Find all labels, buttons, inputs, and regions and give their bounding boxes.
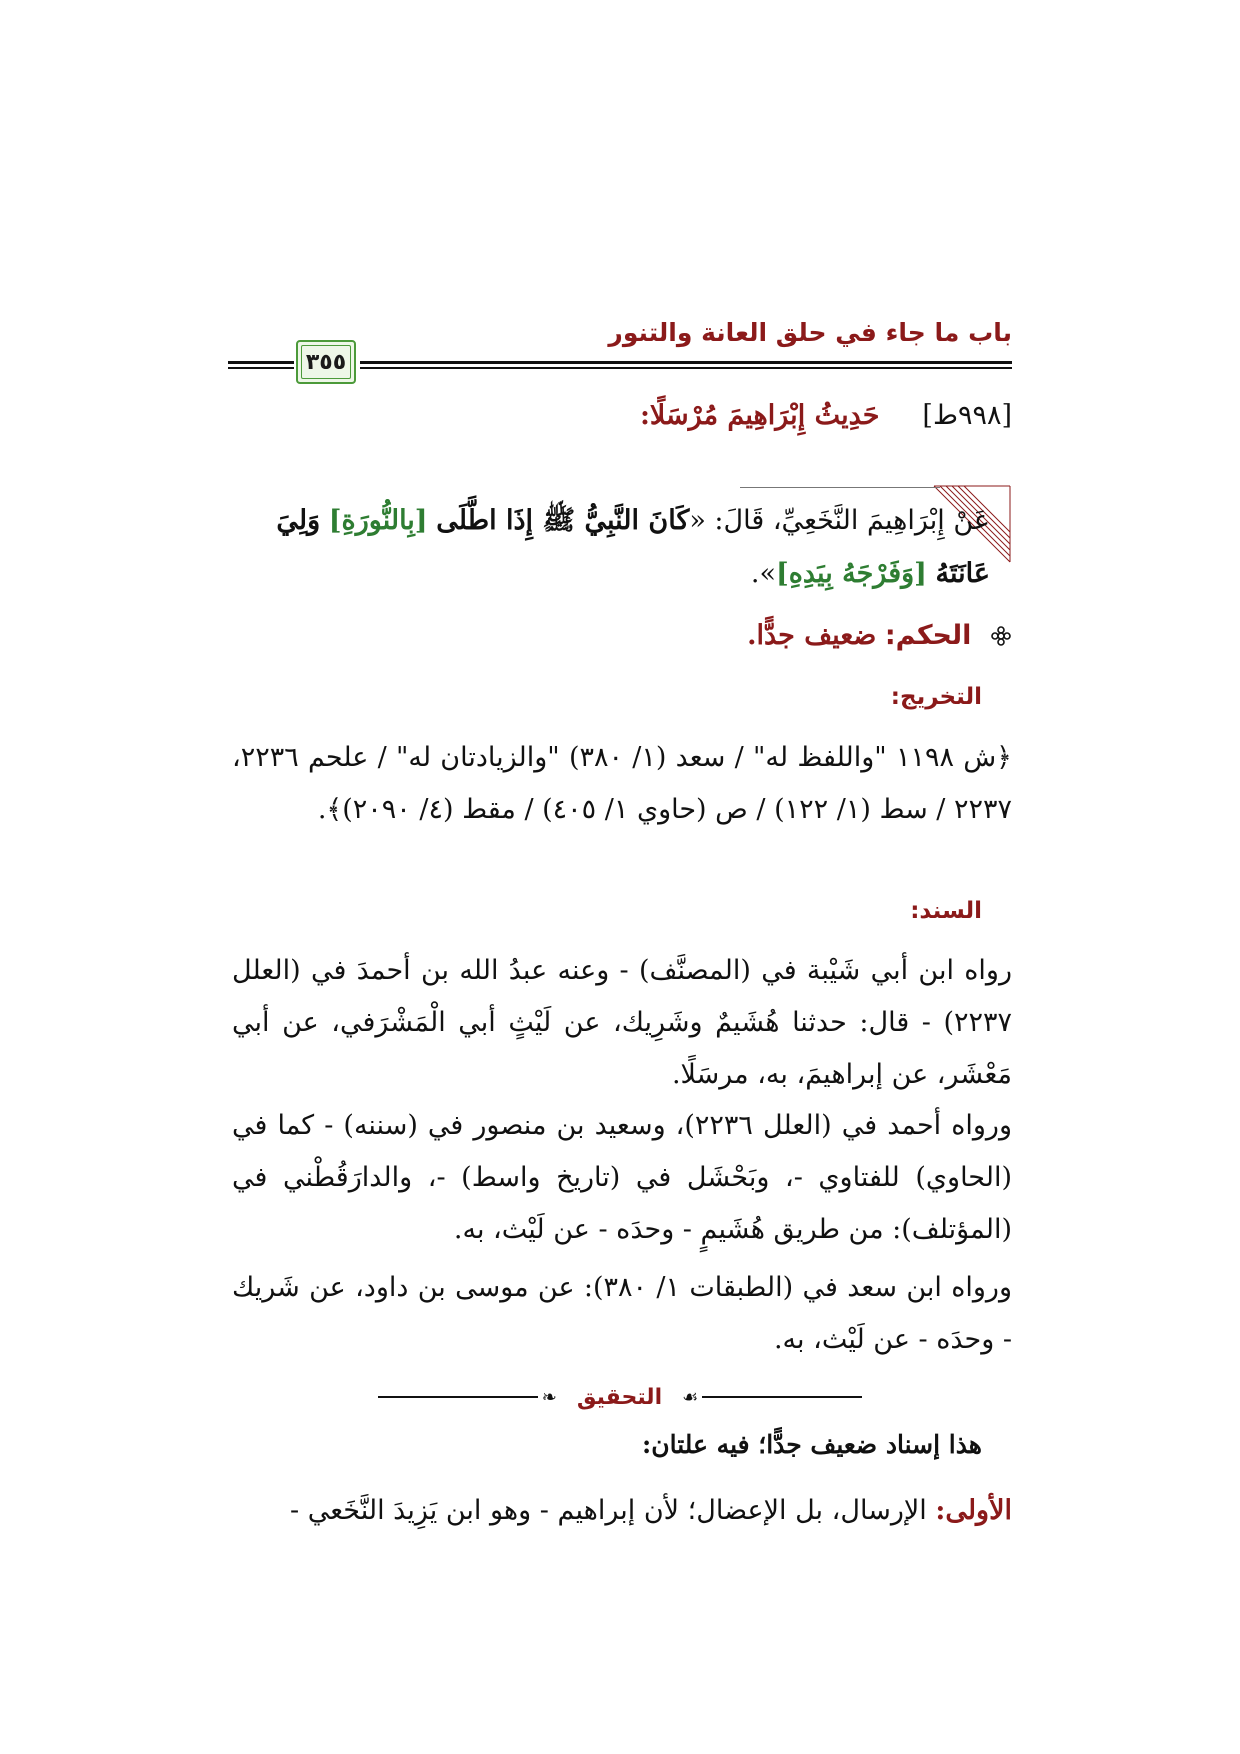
hadith-matn-part-1: كَانَ النَّبِيُّ ﷺ إِذَا اطَّلَى	[436, 505, 690, 536]
header-rule	[360, 367, 1012, 369]
sanad-paragraph-2: ورواه أحمد في (العلل ٢٢٣٦)، وسعيد بن منصور في (سننه) - كما في (الحاوي) للفتاوي -، وبَحْشَل في (تاريخ واسط) -، والدارَقُطْني في (المؤتلف): من طريق هُشَيمٍ - وحدَه - عن لَيْث، به.	[232, 1110, 1013, 1245]
hadith-matn-part-2: وَلِيَ عَانَتَهُ	[276, 505, 990, 589]
sanad-label: السند:	[910, 898, 982, 924]
divider-line	[702, 1396, 862, 1398]
tahqiq-title: التحقيق	[576, 1384, 663, 1410]
ruling-value: ضعيف جدًّا.	[747, 620, 877, 651]
hadith-number: [٩٩٨ط]	[922, 400, 1012, 431]
flower-ornament-icon	[990, 625, 1012, 647]
hadith-intro: عَنْ إِبْرَاهِيمَ النَّخَعِيِّ، قَالَ: «	[689, 505, 990, 536]
hadith-close: ».	[750, 558, 776, 589]
takhrij-label: التخريج:	[890, 684, 982, 710]
header-rule	[360, 361, 1012, 364]
divider-ornament-icon: ❧	[541, 1386, 557, 1408]
first-reason	[232, 1495, 1012, 1526]
header-rule	[228, 361, 294, 364]
hadith-addition-1: [بِالنُّورَةِ]	[328, 505, 428, 536]
header-rule	[228, 367, 294, 369]
ruling	[232, 620, 1012, 651]
first-reason-label: الأولى:	[935, 1495, 1012, 1526]
hadith-heading	[232, 400, 1012, 431]
first-reason-text: الإرسال، بل الإعضال؛ لأن إبراهيم - وهو ابن يَزِيدَ النَّخَعي -	[290, 1495, 927, 1526]
ruling-label: الحكم:	[884, 620, 972, 651]
sanad-paragraph-1: رواه ابن أبي شَيْبة في (المصنَّف) - وعنه عبدُ الله بن أحمدَ في (العلل ٢٢٣٧) - قال: حدثنا هُشَيمٌ وشَرِيك، عن لَيْثٍ أبي الْمَشْرَفي، عن أبي مَعْشَر، عن إبراهيمَ، به، مرسَلًا.	[232, 955, 1012, 1090]
tahqiq-divider	[235, 1377, 1005, 1417]
page-number-badge	[296, 340, 356, 384]
hadith-title: حَدِيثُ إِبْرَاهِيمَ مُرْسَلًا:	[639, 400, 880, 431]
divider-line	[378, 1396, 538, 1398]
running-head: باب ما جاء في حلق العانة والتنور	[608, 318, 1012, 347]
sanad-paragraph-3: ورواه ابن سعد في (الطبقات ١/ ٣٨٠): عن موسى بن داود، عن شَريك - وحدَه - عن لَيْث، به.	[232, 1272, 1012, 1355]
hadith-addition-2: [وَفَرْجَهُ بِيَدِهِ]	[775, 558, 927, 589]
page-number: ٣٥٥	[305, 349, 347, 375]
hadith-rule	[740, 487, 940, 488]
divider-ornament-icon: ☙	[682, 1386, 699, 1408]
hadith-text	[230, 494, 990, 600]
tahqiq-lead: هذا إسناد ضعيف جدًّا؛ فيه علتان:	[642, 1430, 982, 1459]
takhrij-text: ﴿ش ١١٩٨ "واللفظ له" / سعد (١/ ٣٨٠) "والزيادتان له" / علحم ٢٢٣٦، ٢٢٣٧ / سط (١/ ١٢٢) / ص (حاوي ١/ ٤٠٥) / مقط (٤/ ٢٠٩٠)﴾.	[232, 742, 1012, 825]
